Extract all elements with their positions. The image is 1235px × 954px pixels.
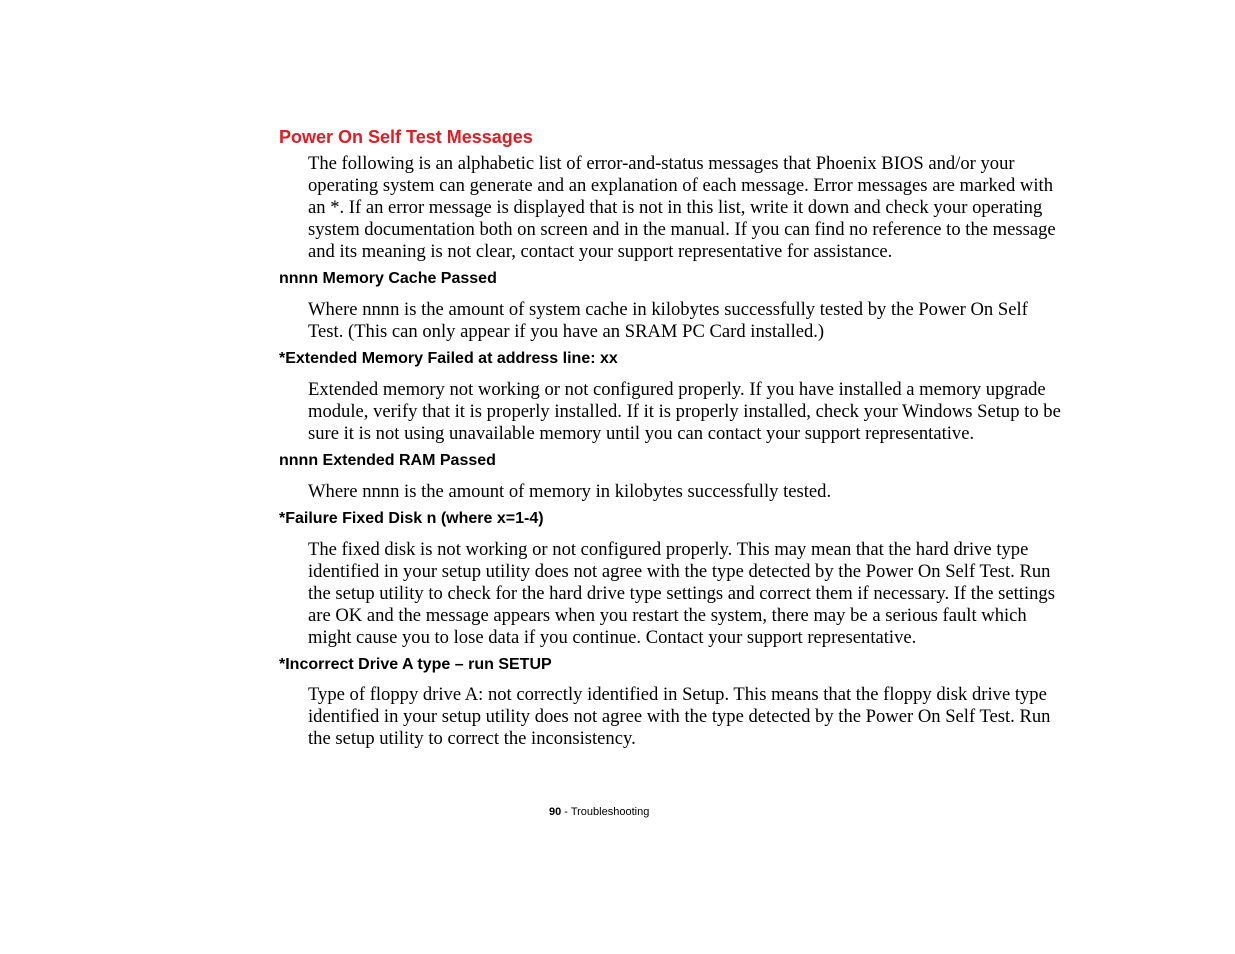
section-title: Power On Self Test Messages (279, 127, 533, 147)
entry-description-failure-fixed-disk: The fixed disk is not working or not configured properly. This may mean that the hard drive type identified in your setup utility does not agree with the type detected by the Power On Self Test. Run the setup utility to check for the hard drive type settings and correct them if necessary. If the settings are OK and the message appears when you restart the system, there may be a serious fault which might cause you to lose data if you continue. Contact your support representative. (308, 539, 1055, 648)
page-footer (549, 806, 649, 818)
page-number: 90 (549, 806, 562, 818)
entry-description-incorrect-drive-a: Type of floppy drive A: not correctly identified in Setup. This means that the floppy disk drive type identified in your setup utility does not agree with the type detected by the Power On Self Test. Run the setup utility to correct the inconsistency. (308, 684, 1051, 749)
intro-paragraph: The following is an alphabetic list of error-and-status messages that Phoenix BIOS and/or your operating system can generate and an explanation of each message. Error messages are marked with an *. If an error message is displayed that is not in this list, write it down and check your operating system documentation both on screen and in the manual. If you can find no reference to the message and its meaning is not clear, contact your support representative for assistance. (308, 153, 1056, 262)
entry-heading-extended-memory-failed: *Extended Memory Failed at address line: xx (279, 350, 618, 367)
entry-heading-extended-ram: nnnn Extended RAM Passed (279, 452, 496, 469)
entry-description-extended-ram: Where nnnn is the amount of memory in kilobytes successfully tested. (308, 481, 832, 502)
entry-heading-incorrect-drive-a: *Incorrect Drive A type – run SETUP (279, 656, 552, 673)
entry-heading-memory-cache: nnnn Memory Cache Passed (279, 270, 497, 287)
footer-chapter: Troubleshooting (570, 806, 650, 818)
entry-description-extended-memory-failed: Extended memory not working or not configured properly. If you have installed a memory upgrade module, verify that it is properly installed. If it is properly installed, check your Windows Setup to be sure it is not using unavailable memory until you can contact your support representative. (308, 379, 1061, 444)
entry-heading-failure-fixed-disk: *Failure Fixed Disk n (where x=1-4) (279, 510, 544, 527)
entry-description-memory-cache: Where nnnn is the amount of system cache in kilobytes successfully tested by the Power On Self Test. (This can only appear if you have an SRAM PC Card installed.) (308, 299, 1028, 342)
footer-separator: - (561, 806, 571, 818)
